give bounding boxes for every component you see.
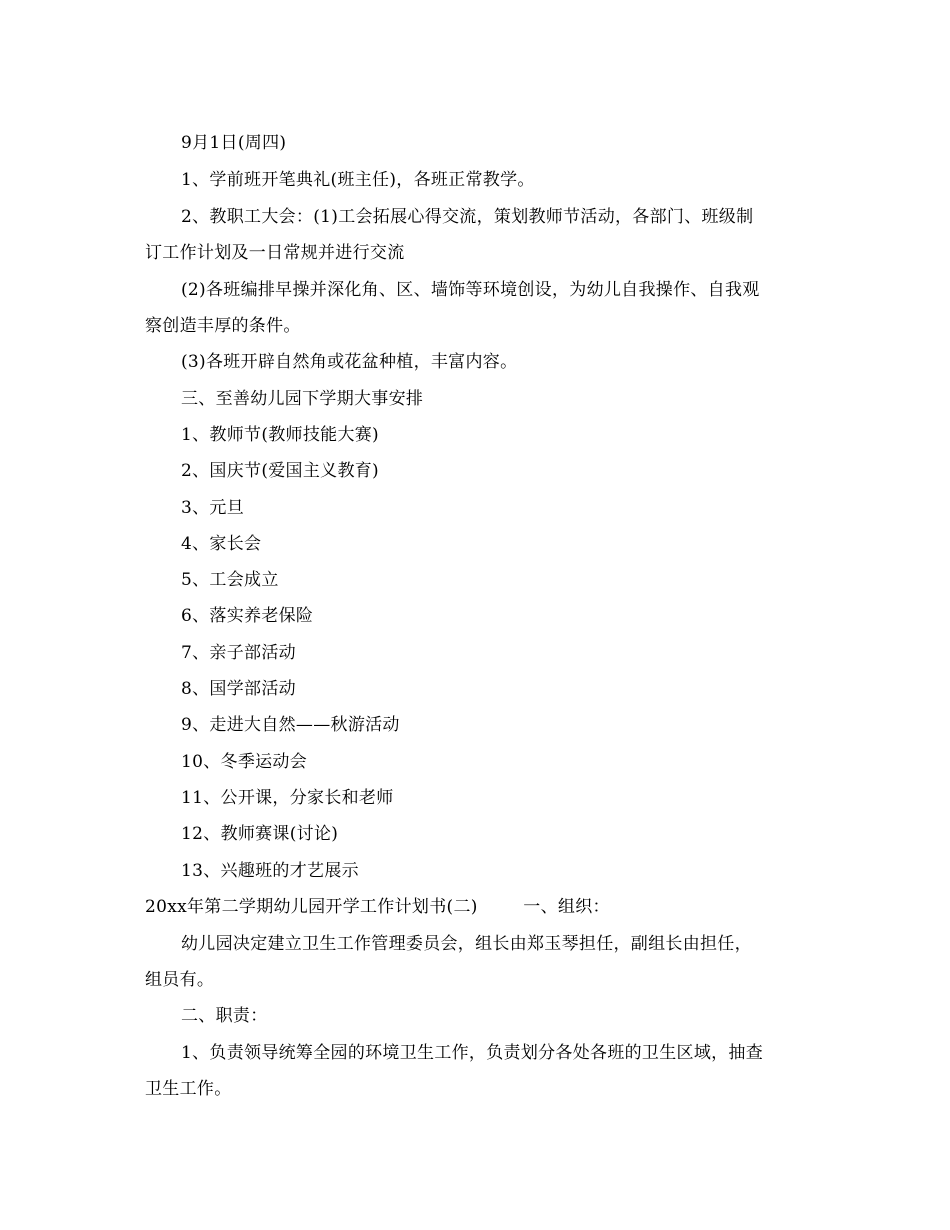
section-heading: 二、职责： — [181, 1006, 268, 1026]
list-item: 11、公开课，分家长和老师 — [181, 788, 394, 808]
text-line: 2、教职工大会：(1)工会拓展心得交流，策划教师节活动，各部门、班级制 — [181, 207, 754, 227]
list-item: 6、落实养老保险 — [181, 606, 314, 626]
list-item: 2、国庆节(爱国主义教育) — [181, 461, 379, 481]
section-heading: 三、至善幼儿园下学期大事安排 — [181, 389, 424, 409]
text-line: 9月1日(周四) — [181, 133, 287, 153]
list-item: 10、冬季运动会 — [181, 752, 308, 772]
list-item: 13、兴趣班的才艺展示 — [181, 861, 359, 881]
text-line: 卫生工作。 — [145, 1079, 232, 1099]
text-line: (2)各班编排早操并深化角、区、墙饰等环境创设，为幼儿自我操作、自我观 — [181, 280, 760, 300]
list-item: 3、元旦 — [181, 498, 245, 518]
text-line: 察创造丰厚的条件。 — [145, 316, 301, 336]
text-line: 1、学前班开笔典礼(班主任)，各班正常教学。 — [181, 170, 535, 190]
text-line: 1、负责领导统筹全园的环境卫生工作，负责划分各处各班的卫生区域，抽查 — [181, 1043, 764, 1063]
text-line: 订工作计划及一日常规并进行交流 — [145, 243, 405, 263]
list-item: 4、家长会 — [181, 534, 262, 554]
document-title: 20xx年第二学期幼儿园开学工作计划书(二) 一、组织： — [145, 897, 610, 917]
list-item: 8、国学部活动 — [181, 679, 296, 699]
list-item: 1、教师节(教师技能大赛) — [181, 425, 379, 445]
list-item: 12、教师赛课(讨论) — [181, 824, 339, 844]
text-line: (3)各班开辟自然角或花盆种植，丰富内容。 — [181, 352, 518, 372]
text-line: 组员有。 — [145, 970, 215, 990]
list-item: 9、走进大自然——秋游活动 — [181, 715, 400, 735]
list-item: 7、亲子部活动 — [181, 643, 296, 663]
list-item: 5、工会成立 — [181, 570, 279, 590]
text-line: 幼儿园决定建立卫生工作管理委员会，组长由郑玉琴担任，副组长由担任， — [181, 934, 752, 954]
